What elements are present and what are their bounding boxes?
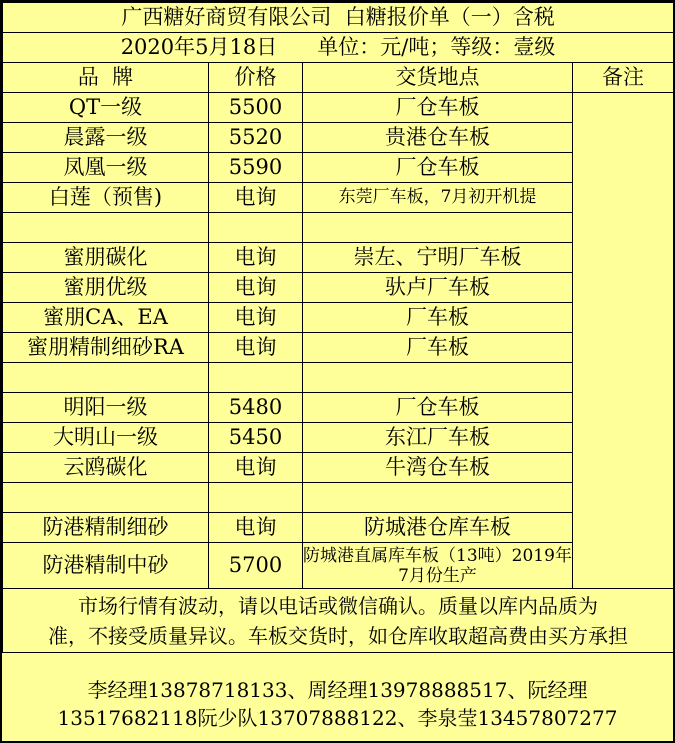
location-cell <box>303 363 573 393</box>
brand-cell: 防港精制细砂 <box>3 513 209 543</box>
price-cell: 电询 <box>209 303 303 333</box>
contacts-line-1: 李经理13878718133、周经理13978888517、阮经理 <box>87 678 588 702</box>
location-cell: 贵港仓车板 <box>303 123 573 153</box>
header-price: 价格 <box>209 63 303 93</box>
remark-cell <box>573 93 674 589</box>
header-brand: 品 牌 <box>3 63 209 93</box>
brand-cell <box>3 483 209 513</box>
sheet-subtitle <box>3 33 674 63</box>
location-cell: 牛湾仓车板 <box>303 453 573 483</box>
brand-cell: 蜜朋CA、EA <box>3 303 209 333</box>
location-cell: 防城港直属库车板（13吨）2019年7月份生产 <box>303 543 573 589</box>
quote-date: 2020年5月18日 <box>120 35 278 59</box>
brand-cell: 云鸥碳化 <box>3 453 209 483</box>
location-cell: 东江厂车板 <box>303 423 573 453</box>
price-cell: 电询 <box>209 273 303 303</box>
location-cell <box>303 483 573 513</box>
notes-line-2: 准，不接受质量异议。车板交货时，如仓库收取超高费由买方承担 <box>48 623 629 648</box>
header-location: 交货地点 <box>303 63 573 93</box>
price-cell <box>209 483 303 513</box>
price-cell: 电询 <box>209 183 303 213</box>
location-cell: 厂车板 <box>303 303 573 333</box>
price-cell <box>209 363 303 393</box>
location-cell: 东莞厂车板，7月初开机提 <box>303 183 573 213</box>
header-row <box>3 63 674 93</box>
notes-cell <box>3 589 674 653</box>
brand-cell: 防港精制中砂 <box>3 543 209 589</box>
price-cell: 电询 <box>209 243 303 273</box>
price-table <box>2 2 674 653</box>
table-row <box>3 93 674 123</box>
subtitle-row <box>3 33 674 63</box>
notes-line-1: 市场行情有波动，请以电话或微信确认。质量以库内品质为 <box>78 593 599 618</box>
brand-cell: 白莲（预售) <box>3 183 209 213</box>
contacts-block <box>2 674 673 732</box>
price-cell: 电询 <box>209 513 303 543</box>
location-cell: 防城港仓库车板 <box>303 513 573 543</box>
location-cell: 厂车板 <box>303 333 573 363</box>
price-cell: 5500 <box>209 93 303 123</box>
brand-cell <box>3 363 209 393</box>
sheet-title: 广西糖好商贸有限公司 白糖报价单（一）含税 <box>3 3 674 33</box>
brand-cell <box>3 213 209 243</box>
location-cell: 崇左、宁明厂车板 <box>303 243 573 273</box>
location-cell: 厂仓车板 <box>303 93 573 123</box>
location-cell <box>303 213 573 243</box>
brand-cell: 蜜朋精制细砂RA <box>3 333 209 363</box>
location-cell: 厂仓车板 <box>303 393 573 423</box>
contacts-line-2: 13517682118阮少队13707888122、李泉莹13457807277 <box>57 706 618 730</box>
brand-cell: 大明山一级 <box>3 423 209 453</box>
price-cell: 5450 <box>209 423 303 453</box>
location-cell: 厂仓车板 <box>303 153 573 183</box>
brand-cell: 晨露一级 <box>3 123 209 153</box>
brand-cell: 明阳一级 <box>3 393 209 423</box>
brand-cell: 蜜朋优级 <box>3 273 209 303</box>
price-cell: 电询 <box>209 453 303 483</box>
brand-cell: 蜜朋碳化 <box>3 243 209 273</box>
unit-grade: 单位：元/吨；等级：壹级 <box>317 35 556 59</box>
price-cell: 5590 <box>209 153 303 183</box>
price-cell <box>209 213 303 243</box>
header-remark: 备注 <box>573 63 674 93</box>
brand-cell: 凤凰一级 <box>3 153 209 183</box>
price-cell: 5480 <box>209 393 303 423</box>
notes-row <box>3 589 674 653</box>
title-row <box>3 3 674 33</box>
location-cell: 驮卢厂车板 <box>303 273 573 303</box>
price-cell: 5520 <box>209 123 303 153</box>
price-cell: 5700 <box>209 543 303 589</box>
price-cell: 电询 <box>209 333 303 363</box>
brand-cell: QT一级 <box>3 93 209 123</box>
